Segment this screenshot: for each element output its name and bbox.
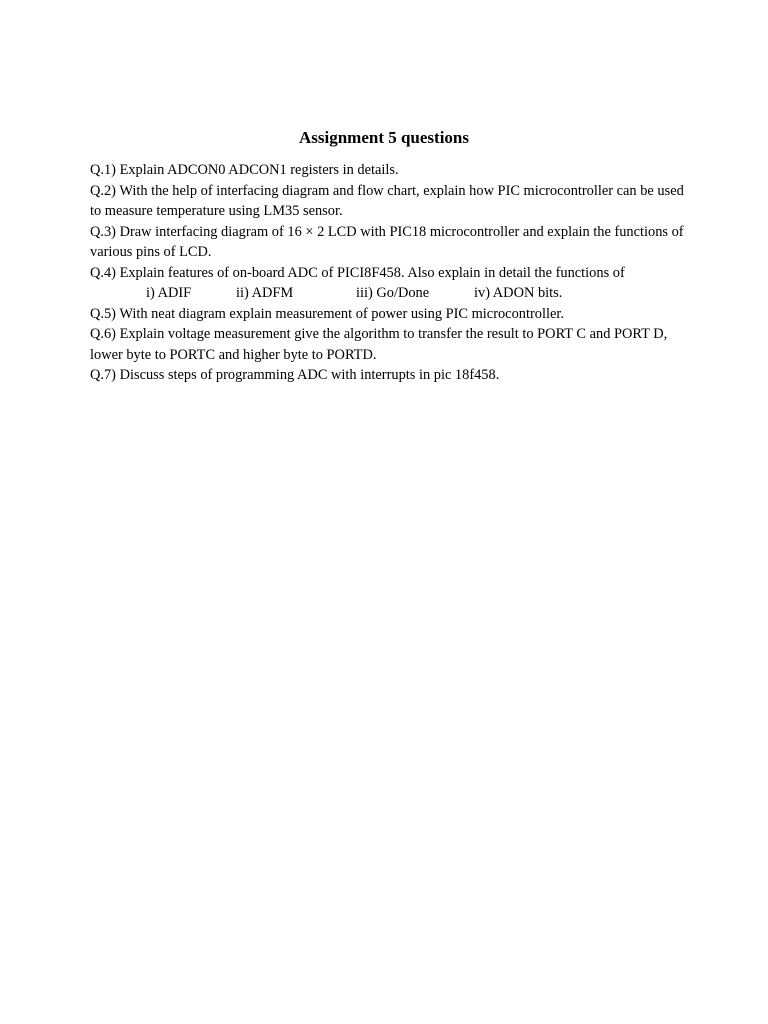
- subpart-adif: i) ADIF: [146, 285, 192, 301]
- question-4-subparts: [90, 283, 690, 304]
- question-2: Q.2) With the help of interfacing diagram and flow chart, explain how PIC microcontroller can be used to measure temperature using LM35 sensor.: [90, 182, 684, 219]
- question-3: Q.3) Draw interfacing diagram of 16 × 2 LCD with PIC18 microcontroller and explain the functions of various pins of LCD.: [90, 223, 684, 260]
- question-7: Q.7) Discuss steps of programming ADC with interrupts in pic 18f458.: [90, 367, 500, 383]
- question-4: Q.4) Explain features of on-board ADC of PICI8F458. Also explain in detail the functions of: [90, 264, 625, 281]
- question-list: [90, 160, 690, 386]
- subpart-adfm: ii) ADFM: [236, 285, 294, 301]
- subpart-adon: iv) ADON bits.: [474, 285, 563, 301]
- question-6: Q.6) Explain voltage measurement give the algorithm to transfer the result to PORT C and PORT D, lower byte to PORTC and higher byte to PORTD.: [90, 326, 668, 363]
- document-title: Assignment 5 questions: [298, 128, 470, 147]
- question-5: Q.5) With neat diagram explain measurement of power using PIC microcontroller.: [90, 305, 564, 322]
- subpart-go-done: iii) Go/Done: [356, 285, 430, 301]
- question-1: Q.1) Explain ADCON0 ADCON1 registers in details.: [90, 162, 399, 178]
